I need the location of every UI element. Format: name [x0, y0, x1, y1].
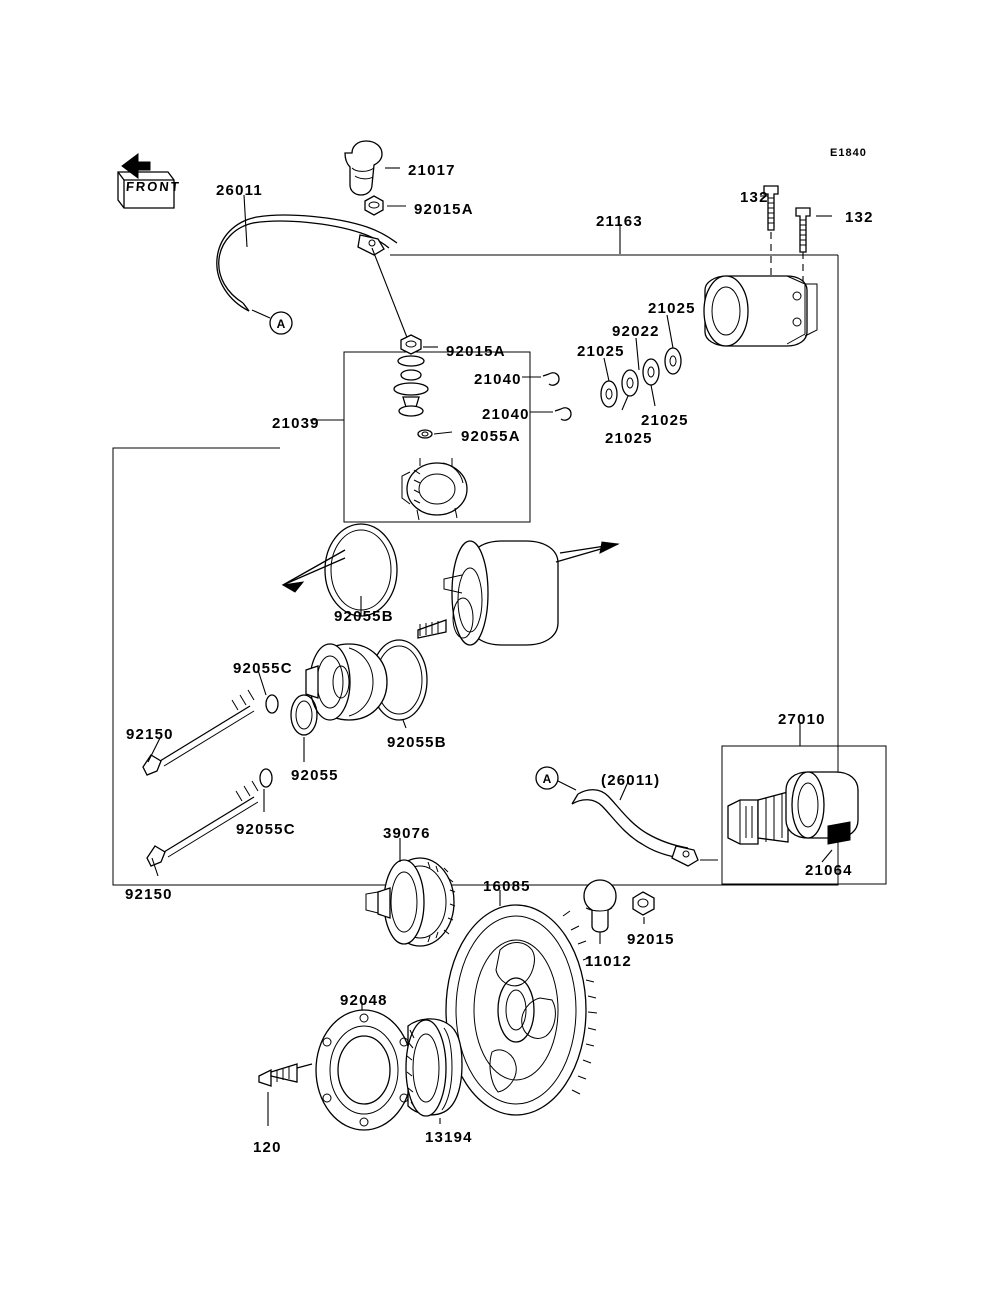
callout-a-lower [536, 767, 558, 789]
part-label-92055C: 92055C [236, 821, 296, 838]
part-label-92048: 92048 [340, 992, 388, 1009]
part-92015A-nut-inner [401, 335, 421, 354]
diagram-code: E1840 [830, 147, 867, 159]
part-label-39076: 39076 [383, 825, 431, 842]
part-label-21025: 21025 [648, 300, 696, 317]
part-92048-cover [316, 1010, 412, 1130]
part-11012-cap [584, 880, 616, 932]
part-21040-clip-2 [555, 408, 571, 420]
part-label-21025: 21025 [605, 430, 653, 447]
part-brush-plate [402, 458, 467, 520]
part-label-92015A: 92015A [414, 201, 474, 218]
part-label-92055B: 92055B [334, 608, 394, 625]
part-label-92055: 92055 [291, 767, 339, 784]
part-label-26011: 26011 [216, 182, 263, 199]
part-26011-cable-lower [572, 790, 698, 866]
callout-a-upper [270, 312, 292, 334]
part-92055C-oring-1 [266, 695, 278, 713]
part-label-21017: 21017 [408, 162, 456, 179]
part-39076-idler-gear [366, 858, 455, 946]
part-13194-clutch [406, 1019, 462, 1116]
part-label-92055C: 92055C [233, 660, 293, 677]
part-92055-oring [291, 695, 317, 735]
part-27010-starter-relay [728, 772, 858, 844]
part-92055C-oring-2 [260, 769, 272, 787]
part-label-21040: 21040 [474, 371, 522, 388]
part-120-bolt [259, 1064, 312, 1086]
svg-text:A: A [276, 317, 286, 331]
part-label-92055A: 92055A [461, 428, 521, 445]
part-label-13194: 13194 [425, 1129, 473, 1146]
part-label-92022: 92022 [612, 323, 660, 340]
part-21017-terminal-cap [345, 141, 382, 195]
part-label-27010: 27010 [778, 711, 826, 728]
part-label-92055B: 92055B [387, 734, 447, 751]
part-label-92015A: 92015A [446, 343, 506, 360]
part-label-26011: (26011) [601, 772, 661, 789]
part-92015A-nut-upper [365, 196, 383, 215]
part-label-16085: 16085 [483, 878, 531, 895]
part-end-cover [306, 644, 387, 720]
front-marker-label: FRONT [125, 179, 182, 194]
part-label-21064: 21064 [805, 862, 853, 879]
part-armature [418, 541, 558, 645]
part-label-132: 132 [845, 209, 874, 226]
part-132-bolt-2 [796, 208, 810, 252]
part-label-132: 132 [740, 189, 769, 206]
part-label-92150: 92150 [125, 886, 173, 903]
part-label-92150: 92150 [126, 726, 174, 743]
part-label-21040: 21040 [482, 406, 530, 423]
svg-text:A: A [542, 772, 552, 786]
part-21040-clip-1 [543, 373, 559, 385]
part-label-21025: 21025 [577, 343, 625, 360]
part-label-21163: 21163 [596, 213, 643, 230]
part-21163-starter-housing-cap [704, 276, 817, 346]
part-26011-starter-cable [217, 215, 397, 311]
part-label-21025: 21025 [641, 412, 689, 429]
part-21039-brush-holder-stack [394, 356, 432, 438]
part-label-21039: 21039 [272, 415, 320, 432]
part-label-120: 120 [253, 1139, 282, 1156]
part-label-92015: 92015 [627, 931, 675, 948]
part-92015-nut [633, 892, 654, 915]
front-marker [112, 168, 182, 210]
part-label-11012: 11012 [585, 953, 632, 970]
